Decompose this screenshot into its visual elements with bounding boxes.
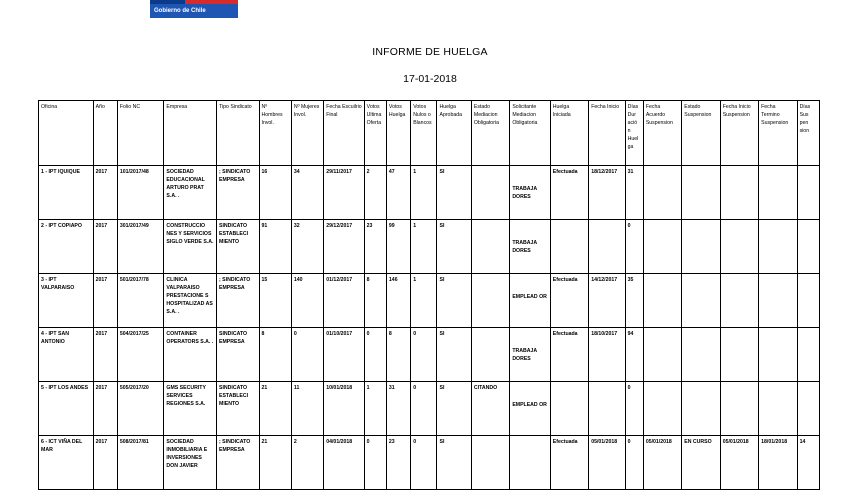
table-cell: [759, 328, 797, 382]
cell-text: 21: [261, 385, 268, 391]
cell-text: Efectuada: [552, 331, 578, 337]
table-cell: [164, 382, 217, 436]
table-cell: [471, 328, 509, 382]
cell-text: 31: [627, 169, 634, 175]
table-cell: [39, 382, 94, 436]
table-cell: [117, 274, 164, 328]
cell-text: EN CURSO: [684, 439, 712, 445]
cell-text: 501/2017/78: [119, 277, 149, 283]
table-cell: [386, 328, 410, 382]
table-cell: [797, 328, 819, 382]
table-cell: [550, 274, 588, 328]
table-cell: [625, 382, 643, 436]
cell-text: 1: [413, 223, 417, 229]
table-header-row: [39, 101, 820, 166]
table-cell: [291, 220, 323, 274]
cell-text: 140: [293, 277, 303, 283]
table-cell: [759, 382, 797, 436]
table-cell: [164, 166, 217, 220]
cell-text: ; SINDICATO EMPRESA: [219, 439, 251, 454]
table-cell: [471, 166, 509, 220]
table-cell: [93, 436, 117, 490]
table-cell: [117, 166, 164, 220]
table-cell: [550, 166, 588, 220]
table-cell: [437, 382, 471, 436]
cell-text: 0: [627, 439, 631, 445]
cell-text: 21: [261, 439, 268, 445]
column-header: Fecha Inicio: [589, 101, 625, 166]
cell-text: 146: [388, 277, 398, 283]
table-cell: [643, 436, 681, 490]
cell-text: CONSTRUCCIO NES Y SERVICIOS SIGLO VERDE S.A.: [166, 223, 214, 246]
cell-text: 0: [627, 385, 631, 391]
table-cell: [797, 220, 819, 274]
column-header: Nº Hombres Invol.: [259, 101, 291, 166]
table-cell: [291, 382, 323, 436]
table-cell: [510, 382, 550, 436]
cell-text: SI: [439, 223, 445, 229]
table-cell: [324, 382, 364, 436]
cell-text: CITANDO: [473, 385, 498, 391]
cell-text: 0: [366, 331, 370, 337]
column-header: Fecha Acuerdo Suspension: [643, 101, 681, 166]
column-header: Año: [93, 101, 117, 166]
column-header: Empresa: [164, 101, 217, 166]
table-cell: [259, 328, 291, 382]
cell-text: 0: [413, 331, 417, 337]
cell-text: 2017: [95, 331, 108, 337]
table-cell: [411, 220, 437, 274]
cell-text: 18/10/2017: [591, 331, 618, 337]
table-cell: [589, 166, 625, 220]
column-header: Huelga Aprobada: [437, 101, 471, 166]
cell-text: 14: [799, 439, 806, 445]
table-cell: [625, 274, 643, 328]
table-cell: [217, 328, 259, 382]
table-cell: [797, 436, 819, 490]
table-cell: [117, 382, 164, 436]
report-date: 17-01-2018: [403, 73, 457, 85]
cell-text: 34: [293, 169, 300, 175]
table-cell: [589, 382, 625, 436]
cell-text: SI: [439, 169, 445, 175]
table-cell: [510, 220, 550, 274]
column-header: Fecha Termino Suspension: [759, 101, 797, 166]
table-cell: [364, 436, 386, 490]
table-cell: [39, 274, 94, 328]
table-cell: [720, 274, 758, 328]
cell-text: 14/12/2017: [591, 277, 618, 283]
cell-text: SINDICATO ESTABLECI MIENTO: [219, 385, 249, 408]
table-cell: [682, 382, 720, 436]
table-cell: [259, 274, 291, 328]
table-cell: [797, 166, 819, 220]
cell-text: GMS SECURITY SERVICES REGIONES S.A.: [166, 385, 206, 408]
column-header: Votos Ultima Oferta: [364, 101, 386, 166]
table-cell: [39, 328, 94, 382]
cell-text: 32: [293, 223, 300, 229]
column-header: Estado Suspension: [682, 101, 720, 166]
table-cell: [797, 274, 819, 328]
cell-text: 1: [366, 385, 370, 391]
table-cell: [217, 220, 259, 274]
table-cell: [759, 166, 797, 220]
table-cell: [682, 166, 720, 220]
column-header: Fecha Inicio Suspension: [720, 101, 758, 166]
table-cell: [217, 166, 259, 220]
cell-text: 1 - IPT IQUIQUE: [41, 169, 80, 175]
table-cell: [682, 220, 720, 274]
cell-text: 4 - IPT SAN ANTONIO: [41, 331, 69, 346]
table-cell: [386, 436, 410, 490]
table-row: [39, 166, 820, 220]
cell-text: 04/01/2018: [326, 439, 353, 445]
table-cell: [164, 328, 217, 382]
table-cell: [720, 436, 758, 490]
table-cell: [720, 220, 758, 274]
column-header: Días Dur ació n Huel ga: [625, 101, 643, 166]
table-cell: [259, 166, 291, 220]
table-cell: [643, 220, 681, 274]
cell-text: 94: [627, 331, 634, 337]
cell-text: 99: [388, 223, 395, 229]
table-cell: [625, 166, 643, 220]
cell-text: 05/01/2018: [645, 439, 672, 445]
table-cell: [324, 436, 364, 490]
table-cell: [471, 220, 509, 274]
cell-text: 0: [413, 385, 417, 391]
table-cell: [510, 274, 550, 328]
table-cell: [471, 382, 509, 436]
table-cell: [93, 220, 117, 274]
table-cell: [217, 382, 259, 436]
table-cell: [589, 274, 625, 328]
cell-text: 5 - IPT LOS ANDES: [41, 385, 89, 391]
cell-text: 23: [366, 223, 373, 229]
table-cell: [437, 328, 471, 382]
cell-text: 0: [413, 439, 417, 445]
cell-text: 2017: [95, 277, 108, 283]
table-cell: [386, 166, 410, 220]
table-cell: [550, 220, 588, 274]
table-cell: [386, 274, 410, 328]
cell-text: 2: [293, 439, 297, 445]
cell-text: SI: [439, 277, 445, 283]
cell-text: 6 - ICT VIÑA DEL MAR: [41, 439, 83, 454]
cell-text: 8: [388, 331, 392, 337]
cell-text: 31: [388, 385, 395, 391]
table-cell: [411, 382, 437, 436]
column-header: Estado Mediacion Obligatoria: [471, 101, 509, 166]
cell-text: TRABAJA DORES: [512, 240, 537, 255]
table-cell: [759, 274, 797, 328]
table-cell: [550, 436, 588, 490]
table-cell: [550, 382, 588, 436]
table-cell: [643, 166, 681, 220]
cell-text: ; SINDICATO EMPRESA: [219, 277, 251, 292]
cell-text: 47: [388, 169, 395, 175]
table-cell: [589, 220, 625, 274]
cell-text: 01/10/2017: [326, 331, 353, 337]
table-cell: [411, 274, 437, 328]
table-cell: [117, 328, 164, 382]
cell-text: 2: [366, 169, 370, 175]
table-cell: [39, 220, 94, 274]
table-cell: [291, 328, 323, 382]
table-cell: [720, 166, 758, 220]
table-cell: [324, 220, 364, 274]
table-cell: [471, 436, 509, 490]
column-header: Folio NC: [117, 101, 164, 166]
table-cell: [259, 382, 291, 436]
table-cell: [437, 274, 471, 328]
table-cell: [217, 436, 259, 490]
cell-text: 2017: [95, 439, 108, 445]
table-cell: [164, 274, 217, 328]
cell-text: EMPLEAD OR: [512, 402, 547, 408]
table-cell: [217, 274, 259, 328]
cell-text: 05/01/2018: [722, 439, 749, 445]
report-title: INFORME DE HUELGA: [372, 46, 488, 58]
table-cell: [437, 166, 471, 220]
cell-text: 1: [413, 277, 417, 283]
table-cell: [364, 382, 386, 436]
table-cell: [364, 328, 386, 382]
cell-text: SI: [439, 385, 445, 391]
table-cell: [93, 274, 117, 328]
cell-text: 23: [388, 439, 395, 445]
table-cell: [682, 328, 720, 382]
cell-text: 1: [413, 169, 417, 175]
table-cell: [411, 166, 437, 220]
table-cell: [324, 328, 364, 382]
table-cell: [291, 274, 323, 328]
cell-text: Efectuada: [552, 169, 578, 175]
column-header: Huelga Iniciada: [550, 101, 588, 166]
cell-text: 505/2017/20: [119, 385, 149, 391]
cell-text: 35: [627, 277, 634, 283]
cell-text: EMPLEAD OR: [512, 294, 547, 300]
column-header: Solicitante Mediacion Obligatoria: [510, 101, 550, 166]
cell-text: 0: [366, 439, 370, 445]
cell-text: SI: [439, 331, 445, 337]
table-cell: [291, 436, 323, 490]
table-cell: [259, 436, 291, 490]
table-cell: [259, 220, 291, 274]
cell-text: 18/01/2018: [761, 439, 788, 445]
table-row: [39, 328, 820, 382]
cell-text: 16: [261, 169, 268, 175]
gobierno-logo: [150, 0, 238, 18]
table-cell: [682, 274, 720, 328]
cell-text: 29/12/2017: [326, 223, 353, 229]
cell-text: 101/2017/48: [119, 169, 149, 175]
table-cell: [386, 382, 410, 436]
column-header: Tipo Sindicato: [217, 101, 259, 166]
cell-text: 301/2017/49: [119, 223, 149, 229]
table-cell: [643, 382, 681, 436]
cell-text: SINDICATO ESTABLECI MIENTO: [219, 223, 249, 246]
table-cell: [510, 436, 550, 490]
column-header: Oficina: [39, 101, 94, 166]
table-cell: [797, 382, 819, 436]
logo-text: Gobierno de Chile: [150, 4, 238, 18]
table-cell: [510, 328, 550, 382]
cell-text: CONTAINER OPERATORS S.A. .: [166, 331, 214, 346]
table-cell: [117, 220, 164, 274]
table-cell: [471, 274, 509, 328]
cell-text: 05/01/2018: [591, 439, 618, 445]
table-cell: [324, 274, 364, 328]
table-cell: [93, 166, 117, 220]
cell-text: ; SINDICATO EMPRESA: [219, 169, 251, 184]
table-cell: [625, 220, 643, 274]
table-cell: [437, 436, 471, 490]
table-cell: [625, 328, 643, 382]
cell-text: 2017: [95, 223, 108, 229]
table-cell: [39, 436, 94, 490]
table-cell: [364, 274, 386, 328]
table-cell: [386, 220, 410, 274]
table-cell: [364, 166, 386, 220]
cell-text: 2 - IPT COPIAPO: [41, 223, 82, 229]
table-cell: [720, 328, 758, 382]
table-cell: [93, 382, 117, 436]
table-cell: [589, 436, 625, 490]
table-row: [39, 220, 820, 274]
cell-text: 8: [366, 277, 370, 283]
cell-text: 0: [293, 331, 297, 337]
table-cell: [643, 328, 681, 382]
table-cell: [625, 436, 643, 490]
table-cell: [759, 436, 797, 490]
table-cell: [643, 274, 681, 328]
cell-text: 10/01/2018: [326, 385, 353, 391]
cell-text: 2017: [95, 385, 108, 391]
cell-text: 15: [261, 277, 268, 283]
column-header: Votos Nulos o Blancos: [411, 101, 437, 166]
cell-text: 18/12/2017: [591, 169, 618, 175]
cell-text: 508/2017/81: [119, 439, 149, 445]
table-cell: [411, 328, 437, 382]
cell-text: TRABAJA DORES: [512, 186, 537, 201]
cell-text: 2017: [95, 169, 108, 175]
table-cell: [364, 220, 386, 274]
cell-text: SOCIEDAD EDUCACIONAL ARTURO PRAT S.A. .: [166, 169, 205, 200]
table-cell: [93, 328, 117, 382]
cell-text: CLINICA VALPARAISO PRESTACIONE S HOSPITALIZAD AS S.A. .: [166, 277, 213, 316]
cell-text: 11: [293, 385, 300, 391]
cell-text: TRABAJA DORES: [512, 348, 537, 363]
table-cell: [720, 382, 758, 436]
table-cell: [164, 220, 217, 274]
column-header: Fecha Escuilrio Final: [324, 101, 364, 166]
column-header: Votos Huelga: [386, 101, 410, 166]
cell-text: SI: [439, 439, 445, 445]
cell-text: Efectuada: [552, 277, 578, 283]
table-cell: [550, 328, 588, 382]
table-cell: [291, 166, 323, 220]
table-cell: [759, 220, 797, 274]
cell-text: 0: [627, 223, 631, 229]
table-row: [39, 382, 820, 436]
cell-text: 01/12/2017: [326, 277, 353, 283]
cell-text: 8: [261, 331, 265, 337]
cell-text: 504/2017/25: [119, 331, 149, 337]
table-cell: [411, 436, 437, 490]
column-header: Días Sus pen sion: [797, 101, 819, 166]
cell-text: SOCIEDAD INMOBILIARIA E INVERSIONES DON JAVIER: [166, 439, 208, 470]
table-cell: [589, 328, 625, 382]
column-header: Nº Mujeres Invol.: [291, 101, 323, 166]
cell-text: SINDICATO EMPRESA: [219, 331, 248, 346]
cell-text: 91: [261, 223, 268, 229]
table-cell: [324, 166, 364, 220]
table-cell: [682, 436, 720, 490]
strike-report-table: [38, 100, 820, 490]
table-cell: [510, 166, 550, 220]
table-cell: [39, 166, 94, 220]
cell-text: 3 - IPT VALPARAISO: [41, 277, 75, 292]
table-row: [39, 274, 820, 328]
cell-text: 29/11/2017: [326, 169, 352, 175]
cell-text: Efectuada: [552, 439, 578, 445]
table-row: [39, 436, 820, 490]
table-cell: [164, 436, 217, 490]
table-cell: [117, 436, 164, 490]
table-cell: [437, 220, 471, 274]
